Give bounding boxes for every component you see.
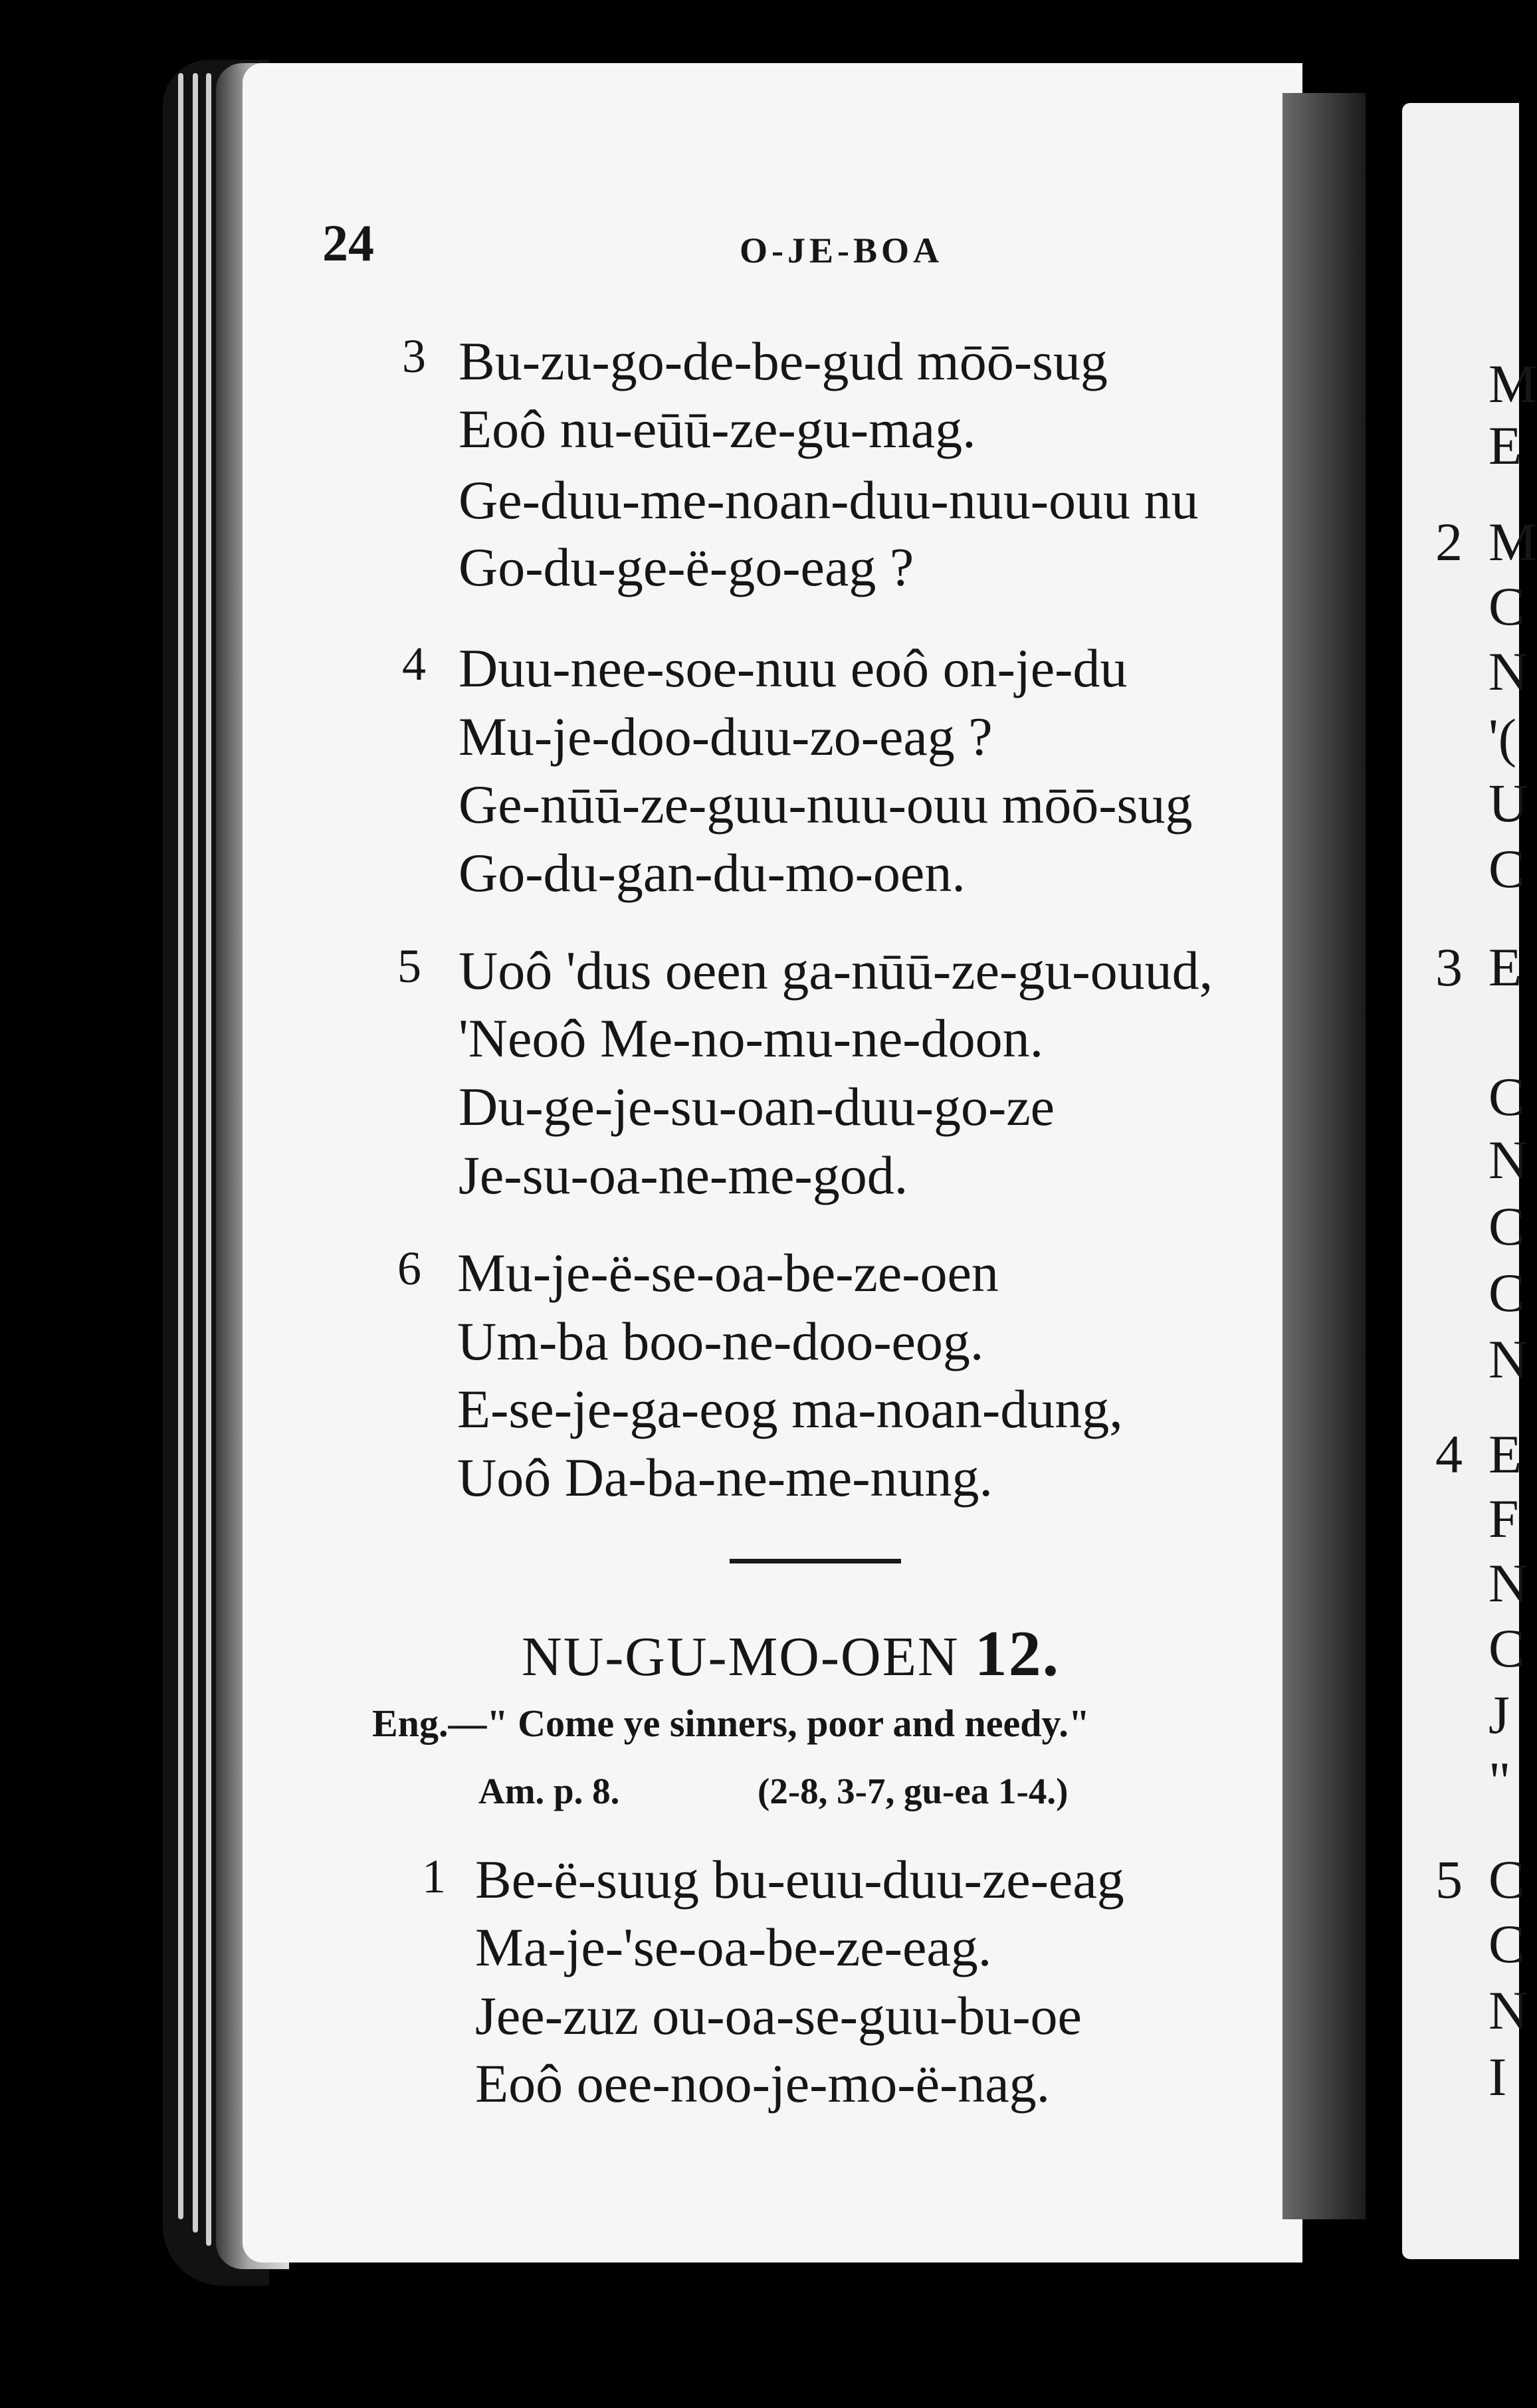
english-tune-reference: Eng.—" Come ye sinners, poor and needy." bbox=[372, 1702, 1090, 1745]
meter-reference-left: Am. p. 8. bbox=[478, 1771, 620, 1811]
right-page-fragment: U bbox=[1488, 773, 1528, 833]
verse-line: Go-du-gan-du-mo-oen. bbox=[459, 843, 966, 903]
right-page-fragment: C bbox=[1488, 1196, 1525, 1256]
right-page-fragment: C bbox=[1488, 576, 1525, 637]
right-page-fragment: C bbox=[1488, 1849, 1525, 1910]
verse-line: Um-ba boo-ne-doo-eog. bbox=[457, 1311, 984, 1371]
right-page-fragment: C bbox=[1488, 1262, 1525, 1323]
verse-number: 4 bbox=[402, 637, 426, 690]
verse-number: 5 bbox=[397, 940, 421, 993]
right-page-fragment: C bbox=[1488, 839, 1525, 899]
verse-line: Je-su-oa-ne-me-god. bbox=[459, 1145, 908, 1205]
verse-number: 1 bbox=[422, 1850, 446, 1903]
right-page-number: 3 bbox=[1435, 937, 1463, 997]
right-page-fragment: N bbox=[1488, 1980, 1528, 2041]
verse-line: Bu-zu-go-de-be-gud mōō-sug bbox=[459, 331, 1108, 391]
verse-number: 6 bbox=[397, 1242, 421, 1295]
hymn-title bbox=[522, 1618, 1061, 1690]
right-page-fragment: '( bbox=[1488, 708, 1517, 768]
running-title: O-JE-BOA bbox=[740, 231, 944, 270]
section-divider bbox=[730, 1559, 901, 1563]
right-page-number: 5 bbox=[1435, 1849, 1463, 1910]
hymn-title-text: NU-GU-MO-OEN bbox=[522, 1626, 960, 1688]
right-page-fragment: M bbox=[1488, 512, 1537, 572]
verse-line: Go-du-ge-ë-go-eag ? bbox=[459, 537, 914, 597]
right-page-number: 4 bbox=[1435, 1424, 1463, 1484]
verse-line: Mu-je-doo-duu-zo-eag ? bbox=[459, 706, 993, 767]
right-page-fragment: E bbox=[1488, 415, 1522, 476]
right-page-fragment: N bbox=[1488, 1329, 1528, 1389]
verse-line: Eoô oee-noo-je-mo-ë-nag. bbox=[475, 2053, 1051, 2114]
right-page-fragment: J bbox=[1488, 1684, 1510, 1745]
verse-line: Ge-duu-me-noan-duu-nuu-ouu nu bbox=[459, 470, 1199, 530]
verse-line: Jee-zuz ou-oa-se-guu-bu-oe bbox=[475, 1985, 1082, 2046]
right-page-fragment: N bbox=[1488, 1553, 1528, 1613]
right-page-fragment: N bbox=[1488, 641, 1528, 702]
right-page-fragment: " bbox=[1488, 1751, 1511, 1811]
verse-line: E-se-je-ga-eog ma-noan-dung, bbox=[457, 1379, 1123, 1439]
verse-line: Be-ë-suug bu-euu-duu-ze-eag bbox=[475, 1849, 1124, 1910]
right-page-fragment: C bbox=[1488, 1914, 1525, 1974]
right-page-fragment: F bbox=[1488, 1488, 1519, 1549]
page-fold-shadow bbox=[1282, 93, 1366, 2219]
right-page-fragment: E bbox=[1488, 1424, 1522, 1484]
page-edge-line bbox=[206, 73, 211, 2246]
right-page-fragment: C bbox=[1488, 1618, 1525, 1678]
verse-number: 3 bbox=[402, 330, 426, 383]
hymn-number: 12. bbox=[974, 1618, 1061, 1690]
right-page-fragment: C bbox=[1488, 1066, 1525, 1127]
verse-line: Ge-nūū-ze-guu-nuu-ouu mōō-sug bbox=[459, 774, 1193, 835]
right-page-fragment: E bbox=[1488, 937, 1522, 997]
verse-line: Uoô Da-ba-ne-me-nung. bbox=[457, 1447, 993, 1508]
right-page-number: 2 bbox=[1435, 512, 1463, 572]
verse-line: Mu-je-ë-se-oa-be-ze-oen bbox=[457, 1243, 999, 1303]
page-number: 24 bbox=[322, 214, 374, 272]
verse-line: Eoô nu-eūū-ze-gu-mag. bbox=[459, 399, 976, 459]
verse-line: Du-ge-je-su-oan-duu-go-ze bbox=[459, 1076, 1055, 1137]
verse-line: Duu-nee-soe-nuu eoô on-je-du bbox=[459, 638, 1128, 698]
page-edge-line bbox=[193, 73, 198, 2233]
right-page-fragment: N bbox=[1488, 1130, 1528, 1190]
verse-line: Ma-je-'se-oa-be-ze-eag. bbox=[475, 1917, 992, 1977]
verse-line: Uoô 'dus oeen ga-nūū-ze-gu-ouud, bbox=[459, 940, 1213, 1001]
right-page-fragment: M bbox=[1488, 353, 1537, 414]
meter-reference-right: (2-8, 3-7, gu-ea 1-4.) bbox=[758, 1771, 1069, 1811]
page-edge-line bbox=[178, 73, 183, 2219]
right-page-fragment: I bbox=[1488, 2047, 1507, 2107]
verse-line: 'Neoô Me-no-mu-ne-doon. bbox=[459, 1008, 1044, 1068]
